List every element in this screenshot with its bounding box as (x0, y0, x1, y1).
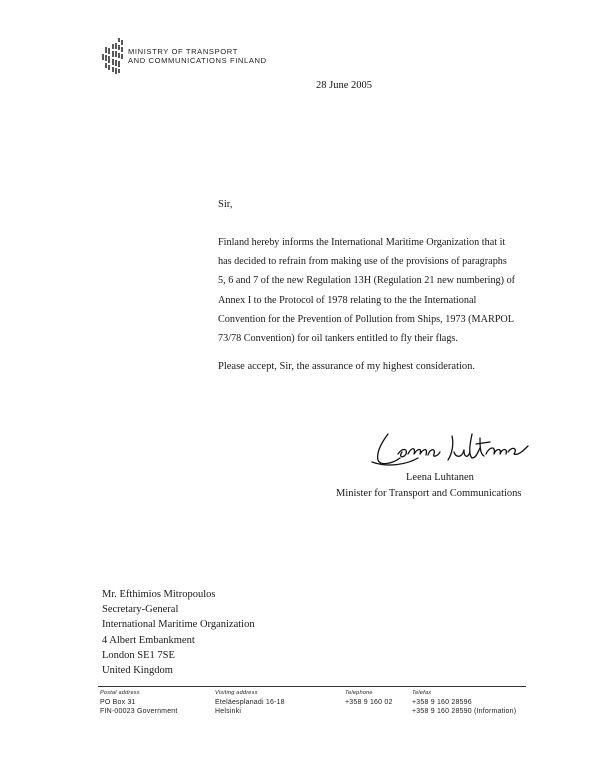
footer-postal-heading: Postal address (100, 690, 140, 696)
closing-line: Please accept, Sir, the assurance of my highest consideration. (218, 361, 476, 372)
address-line: 4 Albert Embankment (102, 634, 195, 646)
letter-date: 28 June 2005 (316, 80, 372, 91)
footer-visiting-heading: Visiting address (215, 690, 258, 696)
recipient-address (102, 587, 255, 678)
footer-postal-address (100, 689, 178, 716)
footer-divider (98, 686, 526, 687)
handwritten-signature (368, 428, 538, 470)
footer-telefax (412, 689, 516, 716)
signer-name: Leena Luhtanen (406, 472, 474, 483)
salutation: Sir, (218, 199, 233, 210)
address-line: Mr. Efthimios Mitropoulos (102, 589, 216, 600)
body-line: Finland hereby informs the International Maritime Organization that it (218, 237, 506, 248)
footer-telephone-line: +358 9 160 02 (345, 699, 393, 706)
signer-title: Minister for Transport and Communications (336, 488, 522, 499)
body-line: Convention for the Prevention of Pollution from Ships, 1973 (MARPOL (218, 313, 514, 325)
footer-visiting-line: Helsinki (215, 708, 242, 715)
footer-telefax-line: +358 9 160 28596 (412, 699, 472, 706)
ministry-name-line1: MINISTRY OF TRANSPORT (128, 47, 238, 56)
footer-telephone-heading: Telephone (345, 690, 373, 696)
footer-postal-line: PO Box 31 (100, 699, 136, 706)
body-line: 5, 6 and 7 of the new Regulation 13H (Regulation 21 new numbering) of (218, 275, 516, 287)
ministry-name (128, 47, 267, 65)
body-line: 73/78 Convention) for oil tankers entitled to fly their flags. (218, 333, 458, 345)
footer-visiting-line: Eteläesplanadi 16-18 (215, 699, 285, 706)
ministry-name-line2: AND COMMUNICATIONS FINLAND (128, 56, 267, 65)
footer-postal-line: FIN-00023 Government (100, 708, 178, 715)
address-line: London SE1 7SE (102, 649, 175, 661)
body-line: Annex I to the Protocol of 1978 relating to the the International (218, 294, 477, 306)
ministry-emblem-icon (100, 36, 124, 76)
footer-visiting-address (215, 689, 285, 716)
address-line: International Maritime Organization (102, 619, 255, 631)
address-line: United Kingdom (102, 665, 173, 677)
body-line: has decided to refrain from making use of the provisions of paragraphs (218, 256, 507, 268)
footer-telefax-line: +358 9 160 28590 (Information) (412, 708, 517, 715)
letter-body (218, 233, 548, 348)
address-line: Secretary-General (102, 604, 179, 616)
footer-telefax-heading: Telefax (412, 690, 432, 696)
footer-telephone (345, 689, 393, 707)
